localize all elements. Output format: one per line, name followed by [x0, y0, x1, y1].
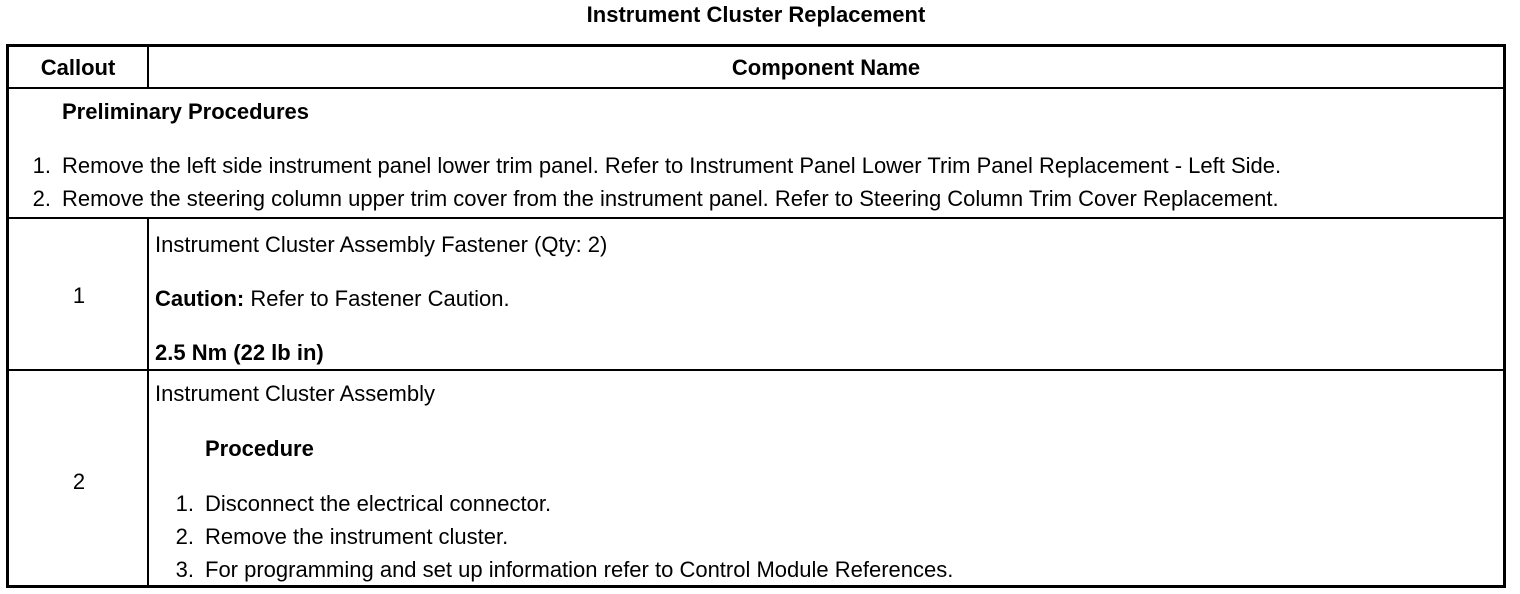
component-cell	[149, 219, 1503, 369]
callout-cell	[9, 219, 149, 369]
prelim-step-number: 2.	[32, 186, 51, 211]
caution-note	[155, 286, 510, 312]
component-name: Instrument Cluster Assembly	[155, 381, 435, 406]
procedure-step-number: 2.	[175, 524, 194, 549]
procedure-step-text: Disconnect the electrical connector.	[205, 491, 552, 516]
prelim-step-number: 1.	[32, 153, 51, 178]
component-table	[6, 44, 1506, 588]
caution-label: Caution:	[155, 286, 245, 311]
preliminary-procedures-row	[9, 89, 1503, 219]
page-title: Instrument Cluster Replacement	[586, 2, 926, 27]
procedure-step-text: For programming and set up information refer to Control Module References.	[205, 557, 954, 582]
caution-text: Refer to Fastener Caution.	[244, 286, 510, 311]
procedure-step-text: Remove the instrument cluster.	[205, 524, 509, 549]
callout-number: 2	[72, 469, 86, 494]
callout-header-cell	[9, 47, 149, 87]
procedure-step-number: 3.	[175, 557, 194, 582]
component-name: Instrument Cluster Assembly Fastener (Qty: 2)	[155, 232, 608, 257]
callout-header: Callout	[40, 55, 116, 80]
component-header-cell	[149, 47, 1503, 87]
table-header-row	[9, 47, 1503, 89]
procedure-heading: Procedure	[205, 436, 314, 461]
prelim-step-text: Remove the left side instrument panel lower trim panel. Refer to Instrument Panel Lower Trim Panel Replacement - Left Side.	[62, 153, 1282, 178]
table-row	[9, 371, 1503, 585]
preliminary-heading: Preliminary Procedures	[62, 99, 310, 124]
component-name-header: Component Name	[731, 55, 921, 80]
procedure-step-number: 1.	[175, 491, 194, 516]
prelim-step-text: Remove the steering column upper trim cover from the instrument panel. Refer to Steering Column Trim Cover Replacement.	[62, 186, 1279, 211]
torque-spec: 2.5 Nm (22 lb in)	[155, 340, 324, 365]
component-cell	[149, 371, 1503, 585]
table-row	[9, 219, 1503, 371]
callout-number: 1	[72, 283, 86, 308]
callout-cell	[9, 371, 149, 585]
